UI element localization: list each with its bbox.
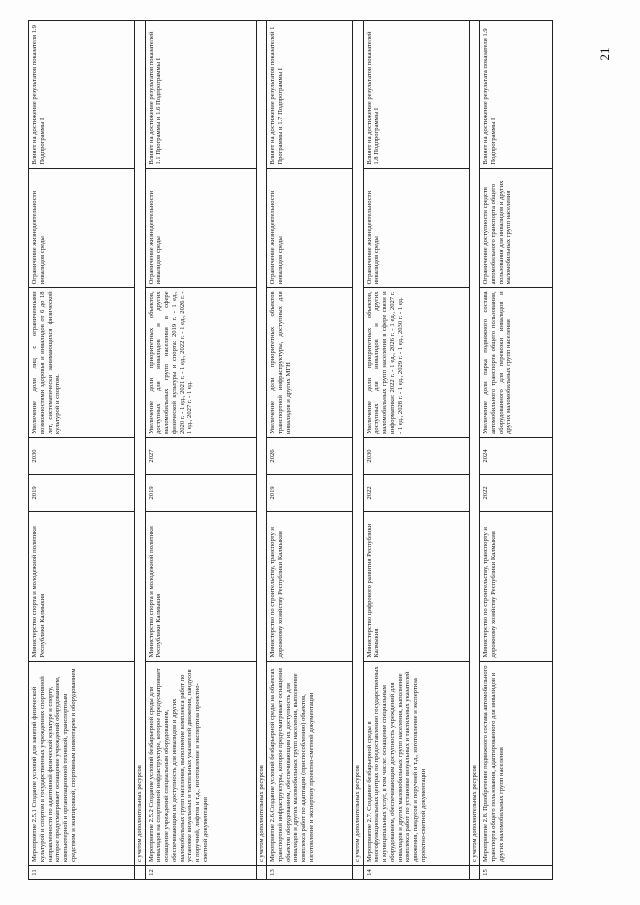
- table-row: [145, 20, 256, 880]
- expected-result: Увеличение доли приоритетных объектов, доступных для инвалидов и других маломобильных групп населения в сфере физической культуры и спорта: 2019 г. - 1 ед., 2020 г. - 1 ед., 2021 г. - 1 ед., 2022 г. - 1 ед., 2026 г. - 1 ед., 2027 г. - 1 ед.: [146, 287, 256, 437]
- end-year: 2030: [29, 437, 134, 474]
- indicator-link: Влияет на достижение результатов показателей 1 Программы и 1.7 Подпрограммы I: [269, 26, 284, 165]
- measure-description: Мероприятие 2.6.Создание условий безбарьерной среды на объектах транспортной инфраструктуры, которое предусматривает оснащение объектов оборудованием, обеспечивающим их доступность для инвалидов и других маломобильных групп населения, выполнение комплекса работ по адаптации (приспособлению) объектов, изготовление и экспертизу проектно-сметной документации: [267, 661, 352, 866]
- start-year: 2022: [364, 474, 469, 511]
- end-year: 2030: [364, 437, 469, 474]
- funding-note: с учетом дополнительных ресурсов: [470, 765, 478, 862]
- indicator-link: Влияет на достижение результатов показателей 1.8 Подпрограммы I: [365, 31, 381, 165]
- table-row: [479, 20, 553, 880]
- page-number: 21: [597, 47, 612, 61]
- expected-result: Увеличение доли лиц с ограниченными возможностями здоровья и инвалидов от 6 до 18 лет, систематически занимающихся физической культурой и спортом.: [29, 287, 134, 437]
- indicator-link: Влияет на достижение результатов показателей 1.1 Программы и 1.6 Подпрограммы I: [147, 31, 163, 165]
- measures-table: [28, 20, 588, 880]
- expected-result: Увеличение доли приоритетных объектов транспортной инфраструктуры, доступных для инвалидов и других МГН: [267, 287, 352, 437]
- indicator-link: Влияет на достижение результата показателя 1.9 Подпрограммы I: [482, 28, 497, 165]
- table-row: [28, 20, 134, 880]
- row-number: 12: [146, 865, 256, 879]
- row-number: 15: [480, 865, 552, 879]
- empty-cell: [353, 865, 363, 879]
- funding-note-row: [256, 20, 267, 880]
- funding-note: с учетом дополнительных ресурсов: [257, 765, 265, 862]
- empty-cell: [470, 865, 480, 879]
- funding-note-row: [134, 20, 145, 880]
- consequence: Ограничение доступности средств автомобильного транспорта общего пользования для инвалидов и других маломобильных групп населения: [480, 168, 552, 288]
- end-year: 2027: [146, 437, 256, 474]
- empty-cell: [135, 865, 145, 879]
- table-row: [266, 20, 352, 880]
- consequence: Ограничение жизнедеятельности инвалидов среды: [146, 168, 256, 288]
- consequence: Ограничение жизнедеятельности инвалидов среды: [267, 168, 352, 288]
- empty-cell: [257, 865, 267, 879]
- indicator-link: Влияет на достижение результатов показателя 1.9 Подпрограммы I: [31, 25, 46, 165]
- executor: Министерство по строительству, транспорту и дорожному хозяйству Республики Калмыкия: [267, 511, 352, 661]
- table-row: [363, 20, 469, 880]
- row-number: 11: [29, 865, 134, 879]
- row-number: 14: [364, 865, 469, 879]
- row-number: 13: [267, 865, 352, 879]
- measure-description: Мероприятие 2.7. Создание безбарьерной среды в многофункциональных центрах по предоставлению государственных и муниципальных услуг, в том числе: оснащение специальным оборудованием, обеспечивающим доступность учреждений для инвалидов и других маломобильных групп населения, выполнение комплекса работ по установке визуальных и тактильных указателей движения, пандусов и поручней и т.д., изготовление и экспертиза проектно-сметной документации: [364, 661, 469, 866]
- measure-description: Мероприятие 2.5.2 Создание условий безбарьерной среды для инвалидов на спортивной инфраструктуре, которое предусматривает оснащение учреждений специальным оборудованием, обеспечивающим их доступность для инвалидов и других маломобильных групп населения, выполнение комплекса работ по установке визуальных и тактильных указателей движения, пандусов и поручней, лифтов и т.д., изготовление и экспертиза проектно-сметной документации: [146, 661, 256, 866]
- funding-note: с учетом дополнительных ресурсов: [136, 765, 143, 862]
- end-year: 2024: [480, 437, 552, 474]
- expected-result: Увеличение доли приоритетных объектов, доступных для инвалидов и других маломобильных групп населения в сфере связи и информатики: 2022 г. - 1 ед., 2026 г. - 1 ед., 2027 г. - 1 ед., 2028 г. - 1 ед., 2029 г. - 1 ед., 2030 г. - 1 ед.: [364, 287, 469, 437]
- executor: Министерство по строительству, транспорту и дорожному хозяйству Республики Калмыкия: [480, 511, 552, 661]
- measure-description: Мероприятие 2.8. Приобретение подвижного состава автомобильного транспорта общего пользования, адаптированного для инвалидов и других маломобильных групп населения: [480, 661, 552, 866]
- executor: Министерство спорта и молодежной политики Республики Калмыкия: [29, 511, 134, 661]
- funding-note-row: [469, 20, 480, 880]
- funding-note: с учетом дополнительных ресурсов: [354, 765, 362, 862]
- start-year: 2019: [146, 474, 256, 511]
- end-year: 2026: [267, 437, 352, 474]
- consequence: Ограничение жизнедеятельности инвалидов среды: [29, 168, 134, 288]
- consequence: Ограничение жизнедеятельности инвалидов среды: [364, 168, 469, 288]
- funding-note-row: [352, 20, 363, 880]
- start-year: 2019: [29, 474, 134, 511]
- expected-result: Увеличение доли парка подвижного состава автомобильного транспорта общего пользования, оборудованного для перевозки инвалидов и других маломобильных групп населения: [480, 287, 552, 437]
- start-year: 2019: [267, 474, 352, 511]
- start-year: 2022: [480, 474, 552, 511]
- executor: Министерство спорта и молодежной политики Республики Калмыкия: [146, 511, 256, 661]
- executor: Министерство цифрового развития Республики Калмыкия: [364, 511, 469, 661]
- measure-description: Мероприятие 2.5.1 Создание условий для занятий физической культурой и спортом в государственных учреждениях спортивной направленности по адаптивной физической культуре и спорту, которое предусматривает оснащение учреждений оборудованием, компьютерной и организационной техникой, транспортным средством и экипировкой, спортивным инвентарем и оборудованием: [29, 661, 134, 866]
